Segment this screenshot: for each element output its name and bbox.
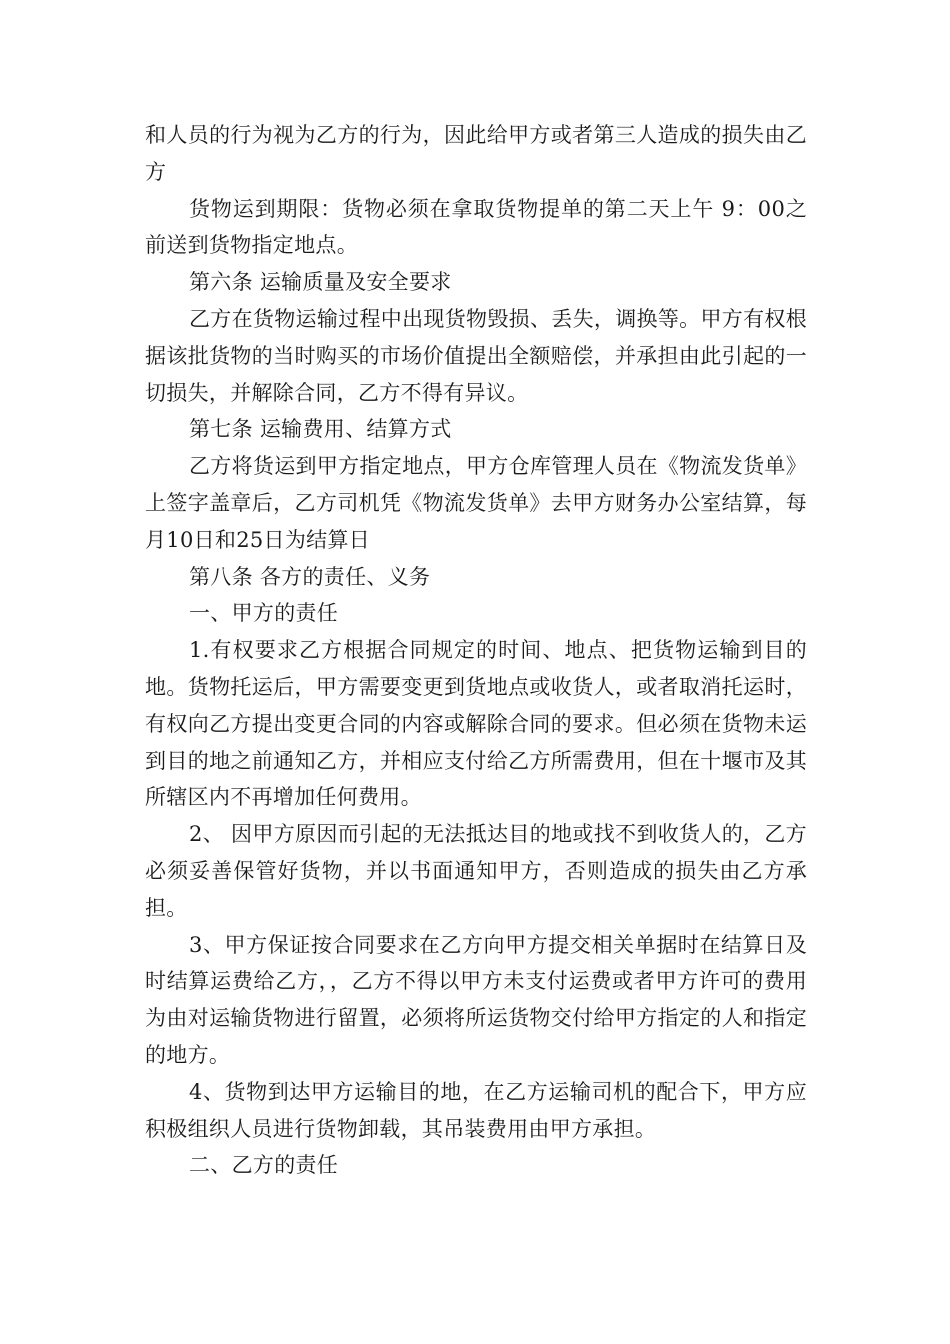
paragraph-delivery-deadline: 货物运到期限：货物必须在拿取货物提单的第二天上午 9：00之前送到货物指定地点。 xyxy=(145,196,807,258)
article-8-heading: 第八条 各方的责任、义务 xyxy=(189,564,431,589)
paragraph-article-7-body: 乙方将货运到甲方指定地点，甲方仓库管理人员在《物流发货单》上签字盖章后，乙方司机凭《物流发货单》去甲方财务办公室结算，每月10日和25日为结算日 xyxy=(145,454,807,552)
article-7-heading: 第七条 运输费用、结算方式 xyxy=(189,417,452,442)
document-page xyxy=(145,117,807,1184)
party-a-clause-4: 4、货物到达甲方运输目的地，在乙方运输司机的配合下，甲方应积极组织人员进行货物卸载，其吊装费用由甲方承担。 xyxy=(145,1079,807,1141)
section-party-a-heading: 一、甲方的责任 xyxy=(189,601,339,626)
paragraph-article-6-body: 乙方在货物运输过程中出现货物毁损、丢失，调换等。甲方有权根据该批货物的当时购买的市场价值提出全额赔偿，并承担由此引起的一切损失，并解除合同，乙方不得有异议。 xyxy=(145,306,807,405)
article-6-heading: 第六条 运输质量及安全要求 xyxy=(189,270,452,295)
party-a-clause-3: 3、甲方保证按合同要求在乙方向甲方提交相关单据时在结算日及时结算运费给乙方，，乙方不得以甲方未支付运费或者甲方许可的费用为由对运输货物进行留置，必须将所运货物交付给甲方指定的人和指定的地方。 xyxy=(145,932,807,1067)
party-a-clause-1: 1.有权要求乙方根据合同规定的时间、地点、把货物运输到目的地。货物托运后，甲方需要变更到货地点或收货人，或者取消托运时，有权向乙方提出变更合同的内容或解除合同的要求。但必须在货物未运到目的地之前通知乙方，并相应支付给乙方所需费用，但在十堰市及其所辖区内不再增加任何费用。 xyxy=(145,638,807,810)
party-a-clause-2: 2、 因甲方原因而引起的无法抵达目的地或找不到收货人的，乙方必须妥善保管好货物，并以书面通知甲方，否则造成的损失由乙方承担。 xyxy=(145,822,807,920)
paragraph-continuation: 和人员的行为视为乙方的行为，因此给甲方或者第三人造成的损失由乙方 xyxy=(145,123,807,184)
section-party-b-heading: 二、乙方的责任 xyxy=(189,1153,339,1178)
